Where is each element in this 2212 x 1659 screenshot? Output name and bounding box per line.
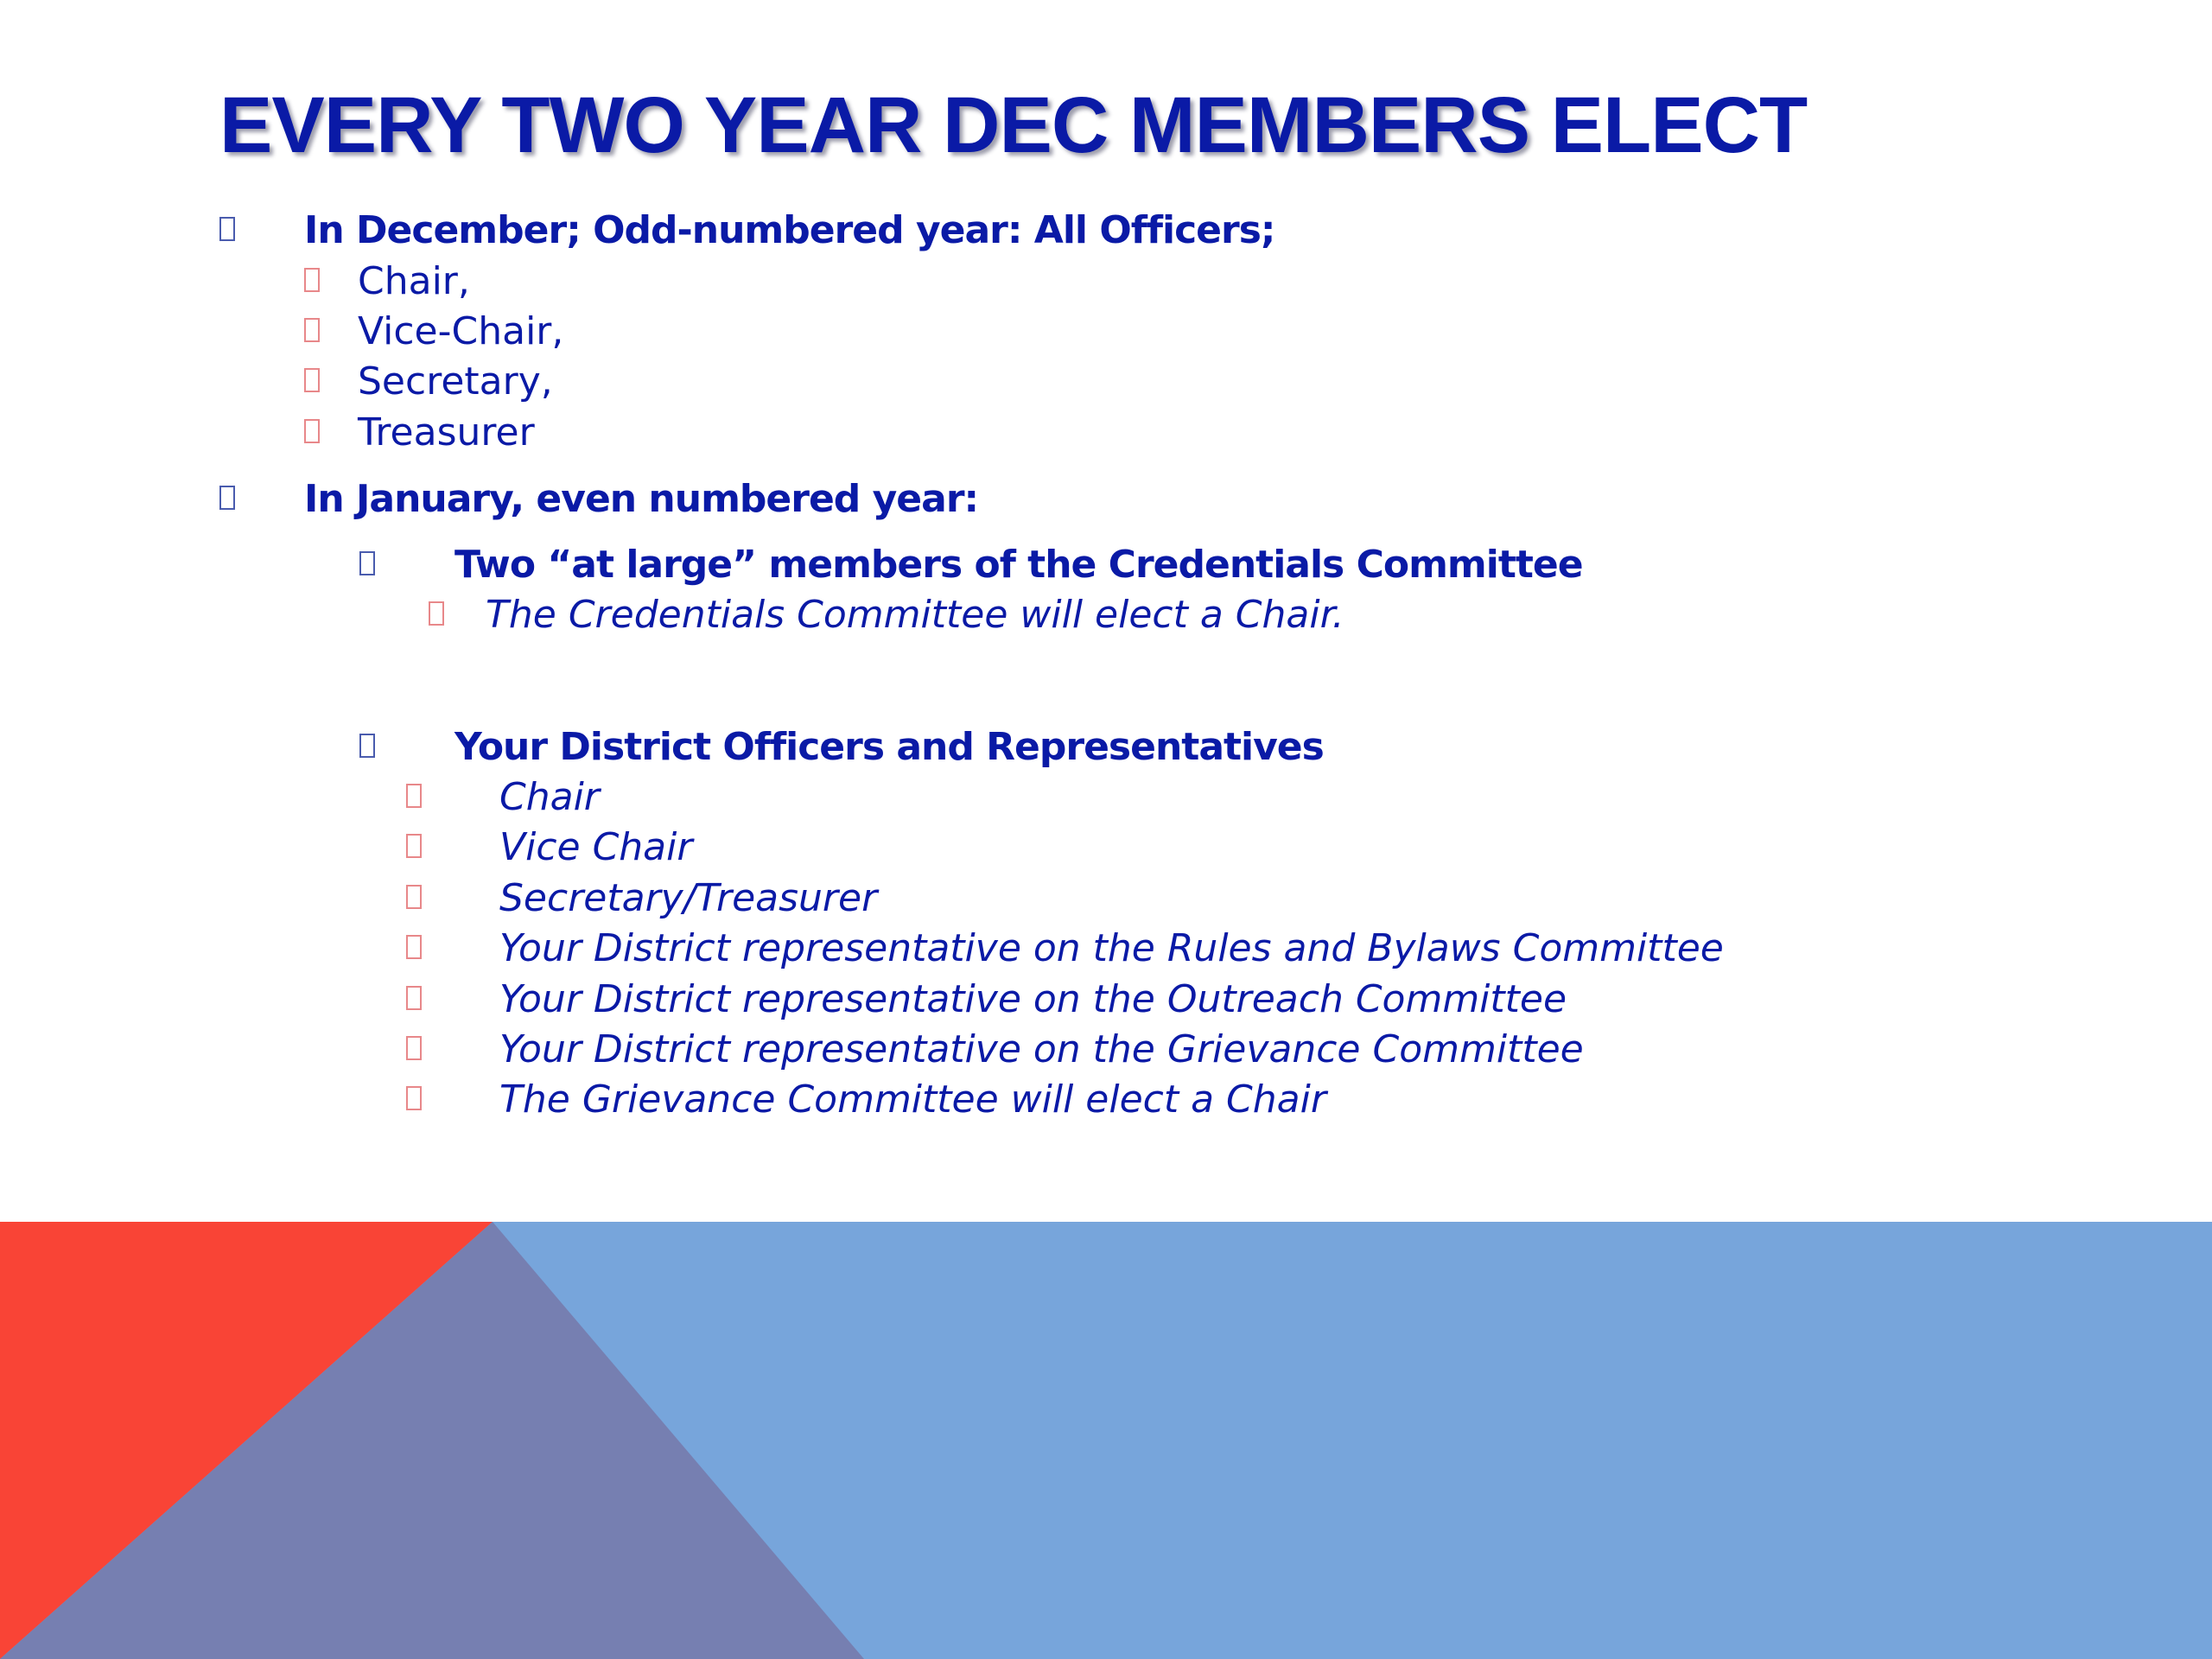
list-item-text: Secretary,	[358, 359, 553, 404]
square-bullet-icon	[219, 217, 235, 241]
list-item-text: Your District representative on the Grievance Committee	[499, 1027, 1584, 1071]
list-item-text: Chair	[499, 775, 600, 819]
list-item-text: Two “at large” members of the Credentials Committee	[454, 543, 1583, 587]
list-item-text: Treasurer	[358, 410, 535, 454]
square-bullet-icon	[359, 734, 375, 758]
square-bullet-icon	[429, 601, 444, 626]
square-bullet-icon	[406, 834, 422, 858]
square-bullet-icon	[406, 986, 422, 1010]
square-bullet-icon	[406, 784, 422, 808]
list-item-text: Vice Chair	[499, 825, 693, 869]
square-bullet-icon	[406, 1036, 422, 1060]
footer-decoration	[0, 1222, 2212, 1659]
list-item-text: Your District representative on the Rules and Bylaws Committee	[499, 926, 1724, 970]
square-bullet-icon	[304, 318, 320, 342]
list-item-text: The Grievance Committee will elect a Chair	[499, 1077, 1326, 1122]
list-item-text: Secretary/Treasurer	[499, 876, 878, 920]
square-bullet-icon	[304, 419, 320, 443]
list-item-text: Your District representative on the Outreach Committee	[499, 977, 1567, 1021]
slide-title	[219, 82, 1807, 168]
list-item-text: In December; Odd-numbered year: All Officers;	[304, 208, 1275, 252]
list-item-text: Vice-Chair,	[358, 309, 564, 353]
square-bullet-icon	[406, 1086, 422, 1110]
square-bullet-icon	[406, 885, 422, 909]
square-bullet-icon	[304, 368, 320, 392]
list-item-text: Chair,	[358, 259, 470, 303]
square-bullet-icon	[406, 935, 422, 959]
slide-title-suffix: ELECT	[1529, 81, 1808, 169]
list-item-text: The Credentials Committee will elect a Chair.	[486, 593, 1344, 637]
square-bullet-icon	[359, 551, 375, 575]
list-item-text: In January, even numbered year:	[304, 477, 979, 521]
slide-title-main: EVERY TWO YEAR DEC MEMBERS	[219, 81, 1530, 169]
square-bullet-icon	[304, 268, 320, 292]
list-item-text: Your District Officers and Representatives	[454, 725, 1324, 769]
square-bullet-icon	[219, 486, 235, 510]
